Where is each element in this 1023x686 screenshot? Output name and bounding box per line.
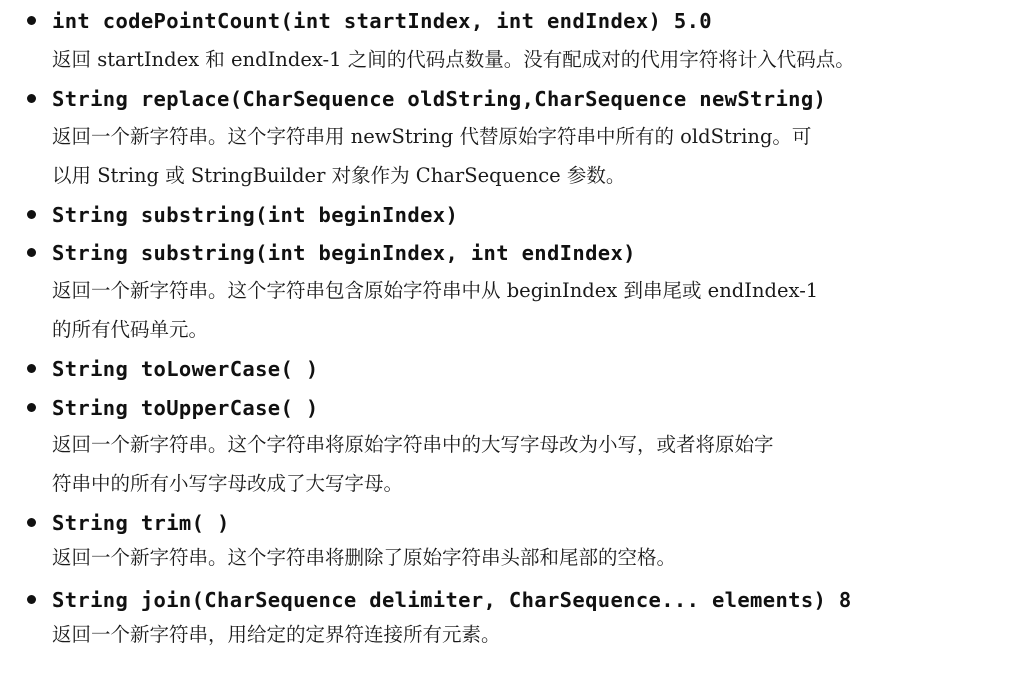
method-description-line: 返回 startIndex 和 endIndex-1 之间的代码点数量。没有配成对的代用字符将计入代码点。 xyxy=(52,48,855,71)
method-signature: String toUpperCase( ) xyxy=(52,396,319,420)
bullet-icon xyxy=(27,248,36,257)
bullet-icon xyxy=(27,518,36,527)
method-description-line: 返回一个新字符串。这个字符串将删除了原始字符串头部和尾部的空格。 xyxy=(52,546,677,569)
bullet-icon xyxy=(27,595,36,604)
bullet-icon xyxy=(27,210,36,219)
method-description-line: 返回一个新字符串。这个字符串将原始字符串中的大写字母改为小写，或者将原始字 xyxy=(52,433,774,456)
bullet-icon xyxy=(27,403,36,412)
method-signature: String toLowerCase( ) xyxy=(52,357,319,381)
method-description-line: 返回一个新字符串。这个字符串用 newString 代替原始字符串中所有的 oldString。可 xyxy=(52,125,812,148)
method-signature: String trim( ) xyxy=(52,511,230,535)
method-description-line: 以用 String 或 StringBuilder 对象作为 CharSequence 参数。 xyxy=(52,164,626,187)
method-signature: String join(CharSequence delimiter, CharSequence... elements) 8 xyxy=(52,588,852,612)
method-signature: int codePointCount(int startIndex, int endIndex) 5.0 xyxy=(52,9,712,33)
method-signature: String substring(int beginIndex, int endIndex) xyxy=(52,241,636,265)
method-description-line: 返回一个新字符串，用给定的定界符连接所有元素。 xyxy=(52,623,501,646)
bullet-icon xyxy=(27,94,36,103)
method-signature: String substring(int beginIndex) xyxy=(52,203,459,227)
method-description-line: 返回一个新字符串。这个字符串包含原始字符串中从 beginIndex 到串尾或 endIndex-1 xyxy=(52,279,819,302)
method-signature: String replace(CharSequence oldString,CharSequence newString) xyxy=(52,87,827,111)
bullet-icon xyxy=(27,16,36,25)
bullet-icon xyxy=(27,364,36,373)
method-description-line: 的所有代码单元。 xyxy=(52,318,209,341)
method-description-line: 符串中的所有小写字母改成了大写字母。 xyxy=(52,472,404,495)
